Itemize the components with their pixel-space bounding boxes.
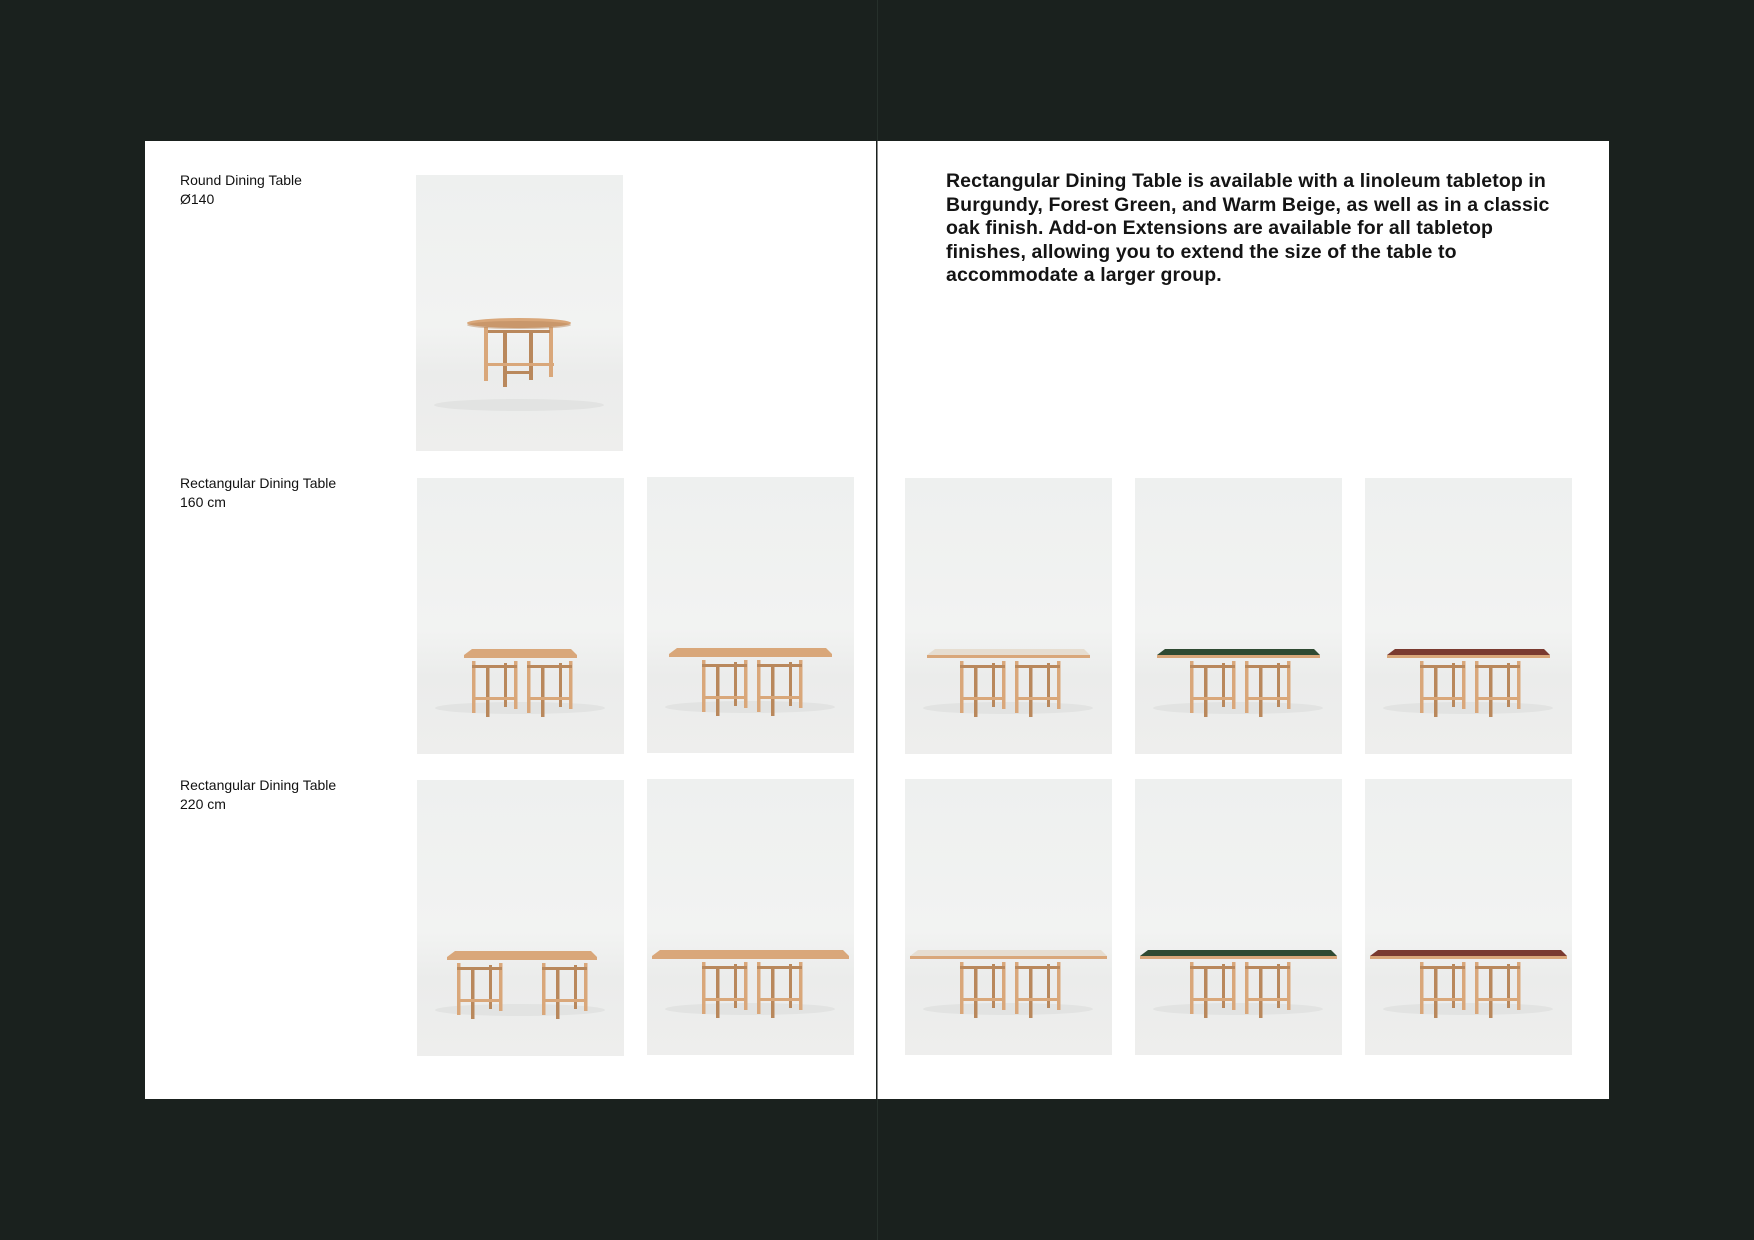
- photo-rect220-burgundy-extended: [1365, 779, 1572, 1055]
- table-top: [1387, 649, 1550, 655]
- table-top-edge: [927, 655, 1090, 658]
- table-leg: [1420, 661, 1424, 713]
- table-top: [652, 950, 849, 956]
- page-fold-line: [877, 141, 878, 1099]
- table-apron: [1475, 966, 1520, 969]
- row-label-rect-220: [180, 776, 336, 814]
- table-leg: [1259, 665, 1263, 717]
- photo-rect160-oak: [417, 478, 624, 754]
- table-leg: [1029, 665, 1033, 717]
- product-description: Rectangular Dining Table is available with a linoleum tabletop in Burgundy, Forest Green, and Warm Beige, as well as in a classic oak finish. Add-on Extensions are available for all tabletop finishes, allowing you to extend the size of the table to accommodate a larger group.: [946, 170, 1550, 286]
- table-stretcher: [1475, 998, 1520, 1001]
- table-apron: [1420, 966, 1465, 969]
- table-leg: [1517, 962, 1521, 1010]
- table-apron: [960, 966, 1005, 969]
- table-leg: [992, 663, 995, 707]
- table-top: [1140, 950, 1337, 956]
- table-leg: [499, 963, 503, 1011]
- photo-rect220-warm-beige-extended: [905, 779, 1112, 1055]
- photo-rect160-forest-green-extended: [1135, 478, 1342, 754]
- table-stretcher: [484, 363, 554, 366]
- row-label-rect-160: [180, 474, 336, 512]
- table-stretcher: [1245, 998, 1290, 1001]
- table-apron: [1015, 966, 1060, 969]
- floor-shadow: [435, 702, 605, 714]
- table-leg: [569, 661, 573, 709]
- table-illustration: [417, 780, 624, 1056]
- table-leg: [789, 662, 792, 706]
- table-leg: [549, 327, 553, 377]
- table-leg: [1420, 962, 1424, 1014]
- table-leg: [771, 664, 775, 716]
- product-name: Round Dining Table: [180, 172, 302, 188]
- table-leg: [757, 962, 761, 1014]
- table-apron: [1420, 665, 1465, 668]
- table-top-edge: [910, 956, 1107, 959]
- photo-rect160-warm-beige-extended: [905, 478, 1112, 754]
- product-name: Rectangular Dining Table: [180, 777, 337, 793]
- table-leg: [1277, 964, 1280, 1008]
- table-apron: [527, 665, 572, 668]
- table-leg: [1002, 962, 1006, 1010]
- table-leg: [1287, 661, 1291, 709]
- table-leg: [1057, 661, 1061, 709]
- product-size: 160 cm: [180, 494, 226, 510]
- table-stretcher: [1015, 697, 1060, 700]
- table-leg: [974, 966, 978, 1018]
- table-stretcher: [503, 371, 533, 374]
- table-top-edge: [464, 655, 577, 658]
- table-leg: [542, 963, 546, 1015]
- table-top-edge: [1370, 956, 1567, 959]
- table-apron: [1475, 665, 1520, 668]
- table-leg: [472, 661, 476, 713]
- table-stretcher: [1475, 697, 1520, 700]
- floor-shadow: [1383, 1003, 1553, 1015]
- table-illustration: [905, 779, 1112, 1055]
- table-leg: [734, 964, 737, 1008]
- floor-shadow: [923, 702, 1093, 714]
- product-size: Ø140: [180, 191, 215, 207]
- table-leg: [1452, 663, 1455, 707]
- table-apron: [542, 967, 587, 970]
- photo-rect220-oak-extended: [647, 779, 854, 1055]
- table-stretcher: [527, 697, 572, 700]
- table-leg: [716, 664, 720, 716]
- table-leg: [1047, 663, 1050, 707]
- table-leg: [1287, 962, 1291, 1010]
- table-stretcher: [960, 697, 1005, 700]
- table-leg: [1277, 663, 1280, 707]
- table-apron: [457, 967, 502, 970]
- table-apron: [1015, 665, 1060, 668]
- table-apron: [1245, 665, 1290, 668]
- table-leg: [1489, 665, 1493, 717]
- table-leg: [744, 660, 748, 708]
- table-top-edge: [467, 321, 571, 329]
- table-leg: [1517, 661, 1521, 709]
- table-leg: [1232, 962, 1236, 1010]
- table-top-edge: [1140, 956, 1337, 959]
- table-leg: [1507, 964, 1510, 1008]
- floor-shadow: [434, 399, 604, 411]
- table-leg: [1190, 661, 1194, 713]
- table-leg: [1047, 964, 1050, 1008]
- table-top-edge: [447, 957, 597, 960]
- table-leg: [992, 964, 995, 1008]
- table-top: [1370, 950, 1567, 956]
- table-top: [447, 951, 597, 957]
- table-leg: [1507, 663, 1510, 707]
- table-leg: [471, 967, 475, 1019]
- table-leg: [1204, 665, 1208, 717]
- table-leg: [702, 962, 706, 1014]
- table-stretcher: [1245, 697, 1290, 700]
- floor-shadow: [1153, 1003, 1323, 1015]
- product-name: Rectangular Dining Table: [180, 475, 337, 491]
- floor-shadow: [665, 1003, 835, 1015]
- table-leg: [1462, 962, 1466, 1010]
- table-apron: [960, 665, 1005, 668]
- table-leg: [1204, 966, 1208, 1018]
- table-stretcher: [1190, 998, 1235, 1001]
- table-leg: [1475, 661, 1479, 713]
- table-stretcher: [1420, 998, 1465, 1001]
- table-illustration: [647, 779, 854, 1055]
- table-stretcher: [457, 999, 502, 1002]
- table-leg: [574, 965, 577, 1009]
- table-leg: [1029, 966, 1033, 1018]
- table-leg: [702, 660, 706, 712]
- table-apron: [1245, 966, 1290, 969]
- table-leg: [1245, 962, 1249, 1014]
- table-leg: [960, 962, 964, 1014]
- table-leg: [1015, 962, 1019, 1014]
- table-top: [1157, 649, 1320, 655]
- table-leg: [1015, 661, 1019, 713]
- table-leg: [503, 333, 507, 387]
- row-label-round: [180, 171, 302, 209]
- table-leg: [799, 660, 803, 708]
- table-illustration: [1365, 478, 1572, 754]
- table-illustration: [905, 478, 1112, 754]
- table-top: [669, 648, 832, 654]
- table-illustration: [1135, 779, 1342, 1055]
- table-leg: [799, 962, 803, 1010]
- table-leg: [1452, 964, 1455, 1008]
- table-leg: [556, 967, 560, 1019]
- table-leg: [744, 962, 748, 1010]
- table-top-edge: [669, 654, 832, 657]
- table-leg: [1462, 661, 1466, 709]
- table-stretcher: [1420, 697, 1465, 700]
- table-leg: [514, 661, 518, 709]
- table-leg: [457, 963, 461, 1015]
- table-leg: [584, 963, 588, 1011]
- table-apron: [702, 664, 747, 667]
- photo-rect220-forest-green-extended: [1135, 779, 1342, 1055]
- table-leg: [484, 327, 488, 381]
- table-leg: [789, 964, 792, 1008]
- table-leg: [1489, 966, 1493, 1018]
- table-leg: [1475, 962, 1479, 1014]
- floor-shadow: [665, 701, 835, 713]
- table-leg: [1222, 663, 1225, 707]
- table-leg: [771, 966, 775, 1018]
- table-leg: [1057, 962, 1061, 1010]
- table-leg: [734, 662, 737, 706]
- table-illustration: [1135, 478, 1342, 754]
- table-leg: [504, 663, 507, 707]
- table-illustration: [416, 175, 623, 451]
- table-leg: [559, 663, 562, 707]
- table-apron: [488, 330, 550, 333]
- table-leg: [1190, 962, 1194, 1014]
- table-apron: [757, 966, 802, 969]
- photo-rect160-burgundy-extended: [1365, 478, 1572, 754]
- table-leg: [527, 661, 531, 713]
- floor-shadow: [1383, 702, 1553, 714]
- table-stretcher: [702, 696, 747, 699]
- table-stretcher: [702, 998, 747, 1001]
- table-leg: [716, 966, 720, 1018]
- table-leg: [1002, 661, 1006, 709]
- photo-round-oak: [416, 175, 623, 451]
- product-size: 220 cm: [180, 796, 226, 812]
- floor-shadow: [1153, 702, 1323, 714]
- table-apron: [1190, 966, 1235, 969]
- table-illustration: [647, 477, 854, 753]
- table-apron: [1190, 665, 1235, 668]
- table-leg: [757, 660, 761, 712]
- table-top-edge: [1157, 655, 1320, 658]
- table-stretcher: [1015, 998, 1060, 1001]
- table-stretcher: [960, 998, 1005, 1001]
- table-leg: [1259, 966, 1263, 1018]
- table-leg: [489, 965, 492, 1009]
- table-top: [910, 950, 1107, 956]
- table-stretcher: [542, 999, 587, 1002]
- table-leg: [1434, 966, 1438, 1018]
- table-top: [464, 649, 577, 655]
- table-leg: [1222, 964, 1225, 1008]
- table-leg: [1232, 661, 1236, 709]
- photo-rect220-oak: [417, 780, 624, 1056]
- table-top-edge: [652, 956, 849, 959]
- table-apron: [702, 966, 747, 969]
- table-leg: [960, 661, 964, 713]
- table-stretcher: [757, 998, 802, 1001]
- table-leg: [974, 665, 978, 717]
- table-apron: [757, 664, 802, 667]
- table-leg: [486, 665, 490, 717]
- table-stretcher: [757, 696, 802, 699]
- table-leg: [1434, 665, 1438, 717]
- photo-rect160-oak-extended: [647, 477, 854, 753]
- floor-shadow: [923, 1003, 1093, 1015]
- table-top-edge: [1387, 655, 1550, 658]
- table-leg: [1245, 661, 1249, 713]
- table-top: [927, 649, 1090, 655]
- table-stretcher: [1190, 697, 1235, 700]
- table-apron: [472, 665, 517, 668]
- table-illustration: [1365, 779, 1572, 1055]
- table-illustration: [417, 478, 624, 754]
- table-leg: [541, 665, 545, 717]
- table-stretcher: [472, 697, 517, 700]
